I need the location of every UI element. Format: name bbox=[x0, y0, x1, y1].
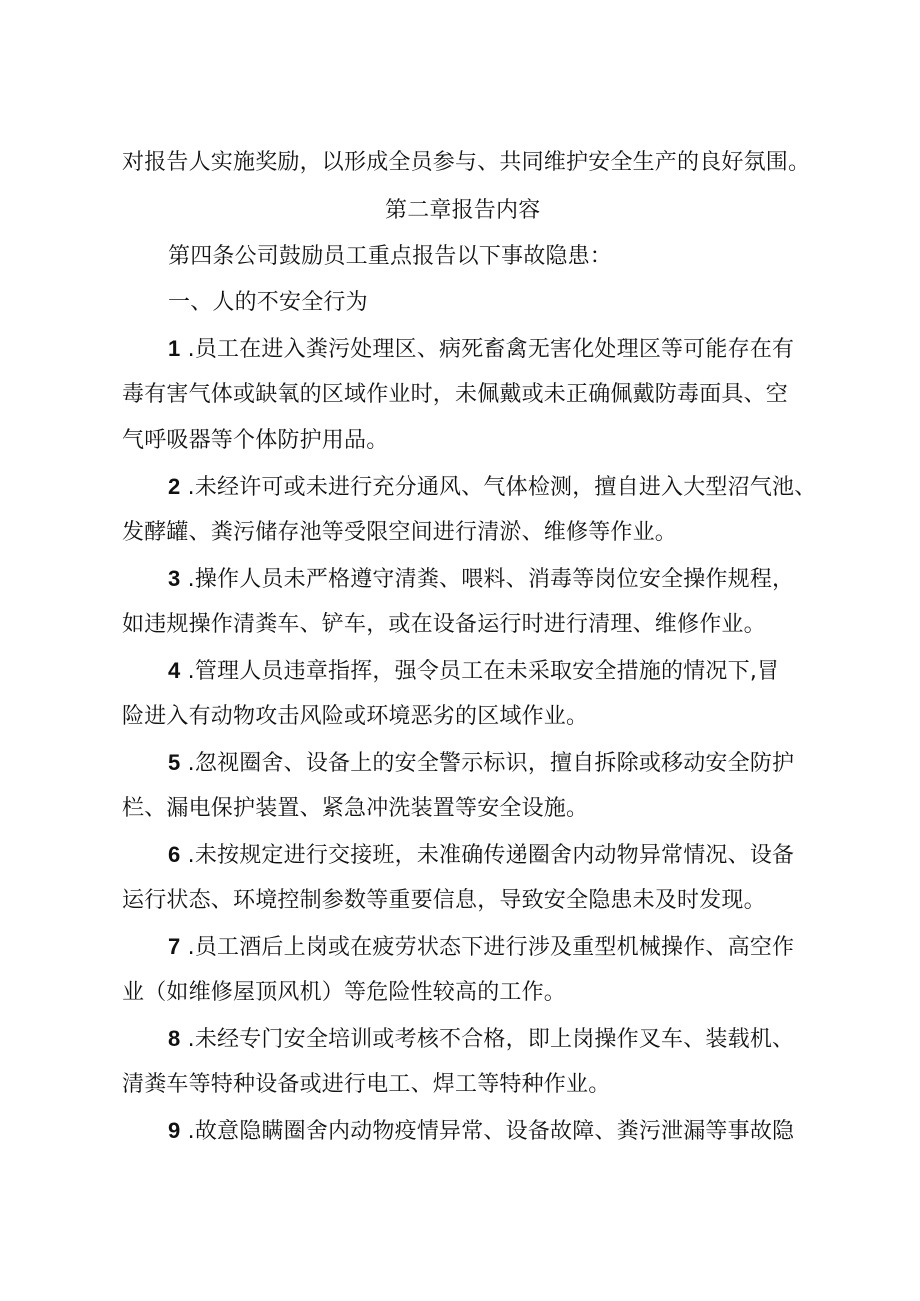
list-item-7-line-2: 业（如维修屋顶风机）等危险性较高的工作。 bbox=[122, 980, 567, 1005]
list-item-3-line-1 bbox=[168, 564, 794, 595]
list-item-1-line-3: 气呼吸器等个体防护用品。 bbox=[122, 428, 389, 453]
item-number: 8 bbox=[168, 1026, 181, 1051]
list-item-4-line-2: 险进入有动物攻击风险或环境恶劣的区域作业。 bbox=[122, 704, 589, 729]
chapter-title: 第二章报告内容 bbox=[385, 198, 541, 223]
item-text: .忽视圈舍、设备上的安全警示标识，擅自拆除或移动安全防护 bbox=[187, 751, 795, 776]
list-item-3-line-2: 如违规操作清粪车、铲车，或在设备运行时进行清理、维修作业。 bbox=[122, 612, 766, 637]
item-text: .员工在进入粪污处理区、病死畜禽无害化处理区等可能存在有 bbox=[187, 337, 795, 362]
list-item-6-line-2: 运行状态、环境控制参数等重要信息，导致安全隐患未及时发现。 bbox=[122, 888, 766, 913]
list-item-8-line-1 bbox=[168, 1024, 794, 1055]
item-number: 9 bbox=[168, 1118, 181, 1143]
item-number: 1 bbox=[168, 336, 181, 361]
item-text: .管理人员违章指挥，强令员工在未采取安全措施的情况下,冒 bbox=[187, 659, 780, 684]
list-item-8-line-2: 清粪车等特种设备或进行电工、焊工等特种作业。 bbox=[122, 1072, 611, 1097]
intro-tail-paragraph: 对报告人实施奖励，以形成全员参与、共同维护安全生产的良好氛围。 bbox=[122, 150, 811, 175]
item-text: .员工酒后上岗或在疲劳状态下进行涉及重型机械操作、高空作 bbox=[187, 935, 795, 960]
item-number: 2 bbox=[168, 474, 181, 499]
item-text: .故意隐瞒圈舍内动物疫情异常、设备故障、粪污泄漏等事故隐 bbox=[187, 1119, 795, 1144]
section-heading: 一、人的不安全行为 bbox=[168, 290, 368, 315]
list-item-9-line-1 bbox=[168, 1116, 794, 1147]
item-text: .未经许可或未进行充分通风、气体检测，擅自进入大型沼气池、 bbox=[187, 475, 817, 500]
article-four: 第四条公司鼓励员工重点报告以下事故隐患： bbox=[168, 244, 613, 269]
list-item-4-line-1 bbox=[168, 656, 779, 687]
list-item-1-line-2: 毒有害气体或缺氧的区域作业时，未佩戴或未正确佩戴防毒面具、空 bbox=[122, 382, 789, 407]
item-number: 5 bbox=[168, 750, 181, 775]
item-number: 6 bbox=[168, 842, 181, 867]
list-item-2-line-2: 发酵罐、粪污储存池等受限空间进行清淤、维修等作业。 bbox=[122, 520, 678, 545]
list-item-5-line-1 bbox=[168, 748, 794, 779]
item-text: .未按规定进行交接班，未准确传递圈舍内动物异常情况、设备 bbox=[187, 843, 795, 868]
item-number: 4 bbox=[168, 658, 181, 683]
list-item-2-line-1 bbox=[168, 472, 816, 503]
list-item-1-line-1 bbox=[168, 334, 794, 365]
item-number: 3 bbox=[168, 566, 181, 591]
list-item-6-line-1 bbox=[168, 840, 794, 871]
list-item-7-line-1 bbox=[168, 932, 794, 963]
item-text: .操作人员未严格遵守清粪、喂料、消毒等岗位安全操作规程， bbox=[187, 567, 795, 592]
item-text: .未经专门安全培训或考核不合格，即上岗操作叉车、装载机、 bbox=[187, 1027, 795, 1052]
item-number: 7 bbox=[168, 934, 181, 959]
list-item-5-line-2: 栏、漏电保护装置、紧急冲洗装置等安全设施。 bbox=[122, 796, 589, 821]
